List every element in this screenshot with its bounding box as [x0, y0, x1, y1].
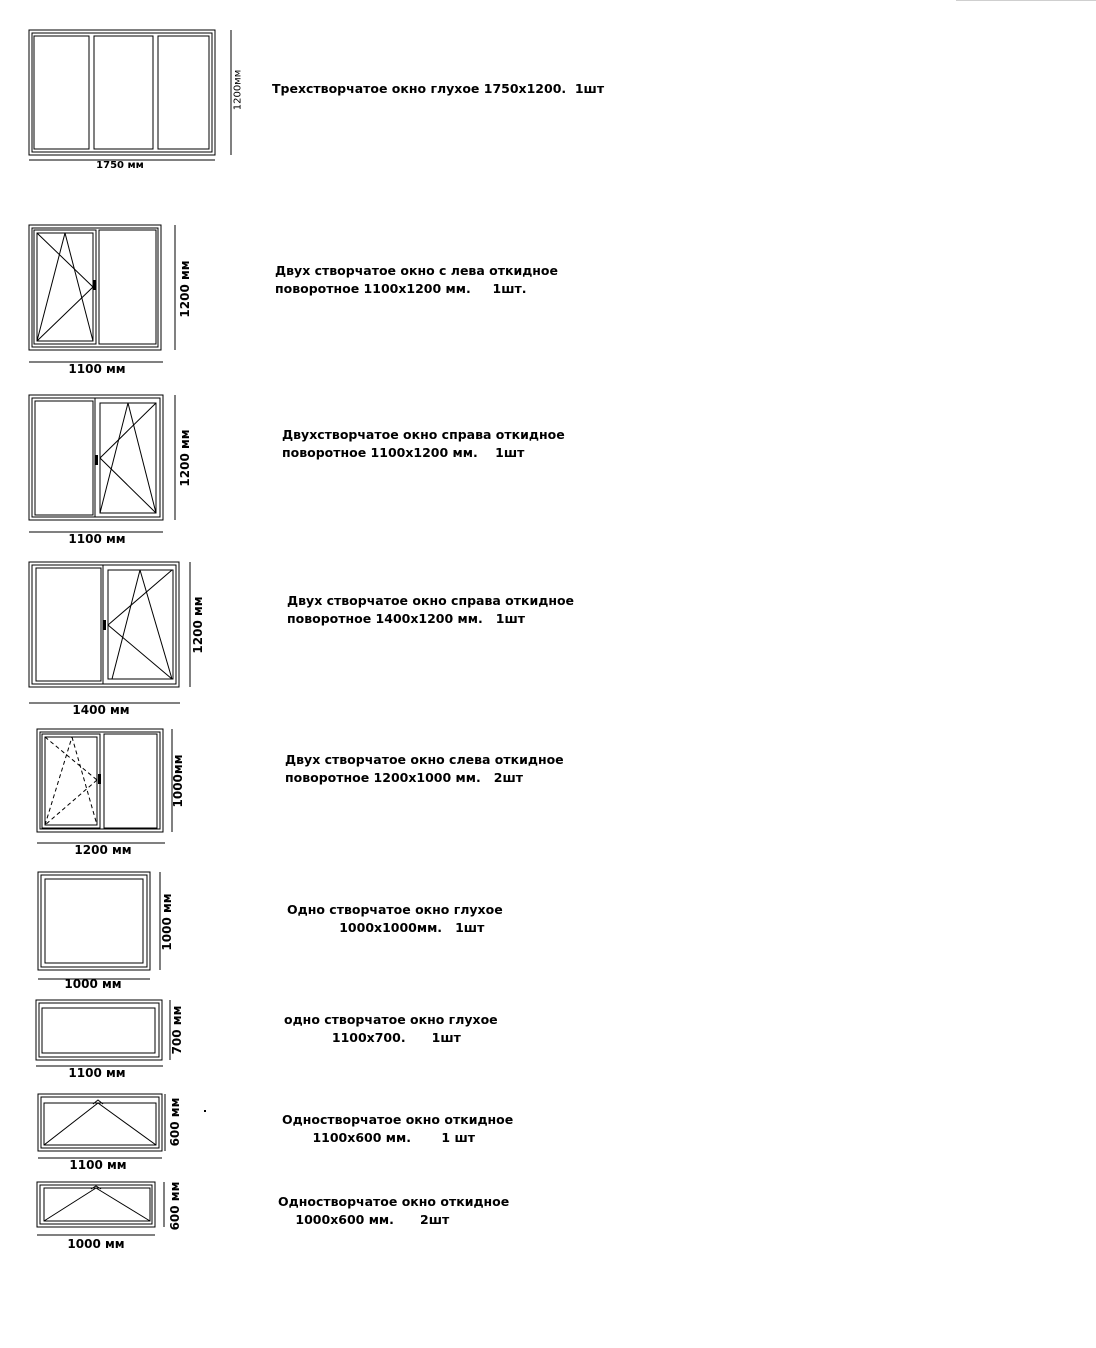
window-1-width-label: 1750 мм: [96, 160, 144, 171]
window-7-height-label: 700 мм: [170, 1005, 184, 1055]
window-4-glass-right: [108, 570, 173, 679]
window-5-height-label: 1000мм: [171, 754, 185, 808]
window-4-tilt-line-b: [140, 570, 172, 679]
window-8-description: Одностворчатое окно откидное 1100х600 мм. 1 шт: [282, 1112, 514, 1145]
window-2-glass-left: [37, 233, 93, 341]
window-9-frame: [37, 1182, 155, 1227]
window-3-tilt-line-a: [100, 403, 128, 513]
window-4-sash-left: [36, 568, 101, 681]
window-5-tilt-line-b: [72, 737, 97, 825]
window-4-sash-right: [103, 565, 176, 684]
window-7-description: одно створчатое окно глухое 1100х700. 1шт: [284, 1012, 498, 1045]
window-2-sash-right: [99, 230, 156, 344]
window-1-sash-right: [158, 36, 209, 149]
window-6-glass: [45, 879, 143, 963]
window-5-glass-left: [45, 737, 97, 825]
window-2-turn-line-a: [37, 233, 93, 287]
window-3-height-label: 1200 мм: [178, 429, 192, 487]
window-6-description: Одно створчатое окно глухое 1000х1000мм. 1шт: [287, 902, 503, 935]
window-2-height-label: 1200 мм: [178, 260, 192, 318]
window-8-height-label: 600 мм: [168, 1097, 182, 1147]
window-5-sash-left: [42, 734, 100, 828]
window-9-tilt-line-a: [44, 1188, 96, 1221]
window-8-tilt-line-b: [98, 1103, 156, 1145]
window-2-sash-left: [34, 230, 96, 344]
window-6-width-label: 1000 мм: [64, 977, 122, 991]
window-4-width-label: 1400 мм: [72, 703, 130, 717]
window-1-inner-frame: [32, 33, 212, 152]
window-1-sash-left: [34, 36, 89, 149]
window-5-turn-line-a: [45, 737, 97, 780]
window-9-width-label: 1000 мм: [67, 1237, 125, 1251]
window-5-tilt-line-a: [45, 737, 72, 825]
window-6-inner-frame: [41, 875, 147, 967]
window-5-description: Двух створчатое окно слева откидное поворотное 1200х1000 мм. 2шт: [285, 752, 564, 785]
window-4-turn-line-b: [108, 625, 172, 679]
window-3-turn-line-a: [100, 403, 156, 458]
window-2-tilt-line-a: [37, 233, 65, 341]
window-8-glass: [44, 1103, 156, 1145]
window-9-glass: [44, 1188, 150, 1221]
window-4-tilt-line-a: [112, 570, 140, 679]
window-3-glass-right: [100, 403, 156, 513]
window-3-turn-line-b: [100, 458, 156, 513]
window-4-height-label: 1200 мм: [191, 596, 205, 654]
window-3-sash-left: [35, 401, 93, 515]
window-1-description: Трехстворчатое окно глухое 1750х1200. 1шт: [272, 81, 605, 96]
window-3-sash-right: [95, 398, 160, 517]
window-3-width-label: 1100 мм: [68, 532, 126, 546]
window-2-description: Двух створчатое окно с лева откидное поворотное 1100х1200 мм. 1шт.: [275, 263, 558, 296]
window-3-description: Двухстворчатое окно справа откидное поворотное 1100х1200 мм. 1шт: [282, 427, 565, 460]
window-7-inner-frame: [39, 1003, 159, 1057]
window-5-sash-right: [104, 734, 157, 828]
window-1-height-label: 1200мм: [232, 69, 244, 111]
window-5-handle: [98, 774, 101, 784]
window-9-height-label: 600 мм: [168, 1181, 182, 1231]
window-5-turn-line-b: [45, 780, 97, 825]
window-4-handle: [103, 620, 106, 630]
window-2-width-label: 1100 мм: [68, 362, 126, 376]
window-6-frame: [38, 872, 150, 970]
window-7-glass: [42, 1008, 155, 1053]
window-2-handle: [93, 280, 96, 290]
window-2-tilt-line-b: [65, 233, 93, 341]
window-1-sash-middle: [94, 36, 153, 149]
window-9-description: Одностворчатое окно откидное 1000х600 мм. 2шт: [278, 1194, 510, 1227]
window-6-height-label: 1000 мм: [160, 893, 174, 951]
window-8-width-label: 1100 мм: [69, 1158, 127, 1172]
window-7-width-label: 1100 мм: [68, 1066, 126, 1080]
window-9-tilt-line-b: [96, 1188, 150, 1221]
window-2-turn-line-b: [37, 287, 93, 341]
window-3-handle: [95, 455, 98, 465]
window-4-description: Двух створчатое окно справа откидное поворотное 1400х1200 мм. 1шт: [287, 593, 575, 626]
window-3-tilt-line-b: [128, 403, 156, 513]
window-8-tilt-line-a: [44, 1103, 98, 1145]
window-7-frame: [36, 1000, 162, 1060]
stray-dot: [204, 1110, 206, 1112]
window-4-turn-line-a: [108, 570, 172, 625]
window-9-inner-frame: [40, 1185, 152, 1224]
window-5-width-label: 1200 мм: [74, 843, 132, 857]
window-1-frame: [29, 30, 215, 155]
